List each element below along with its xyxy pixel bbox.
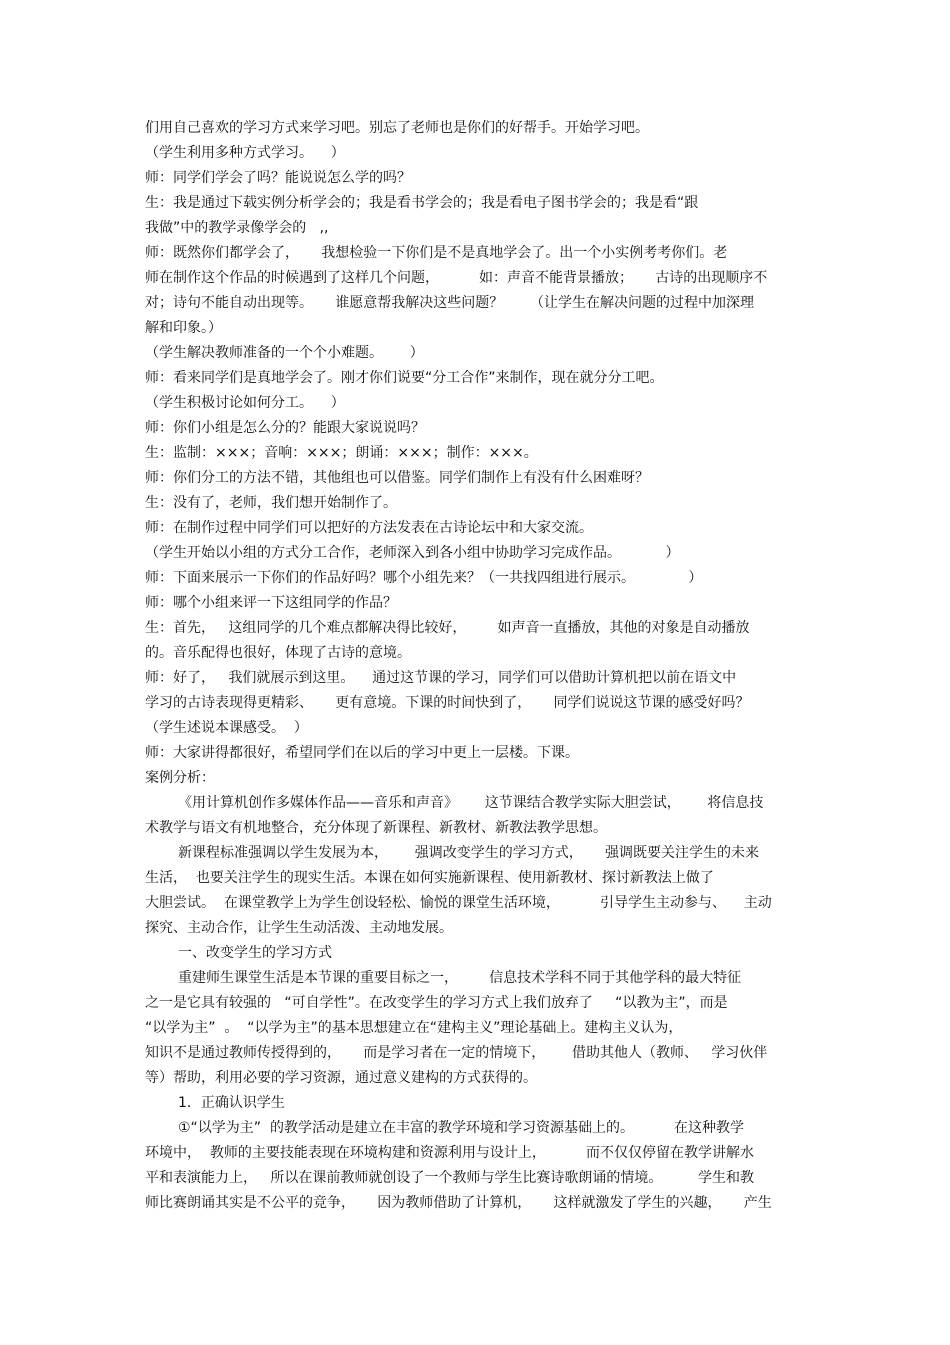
- text-line: 环境中， 教师的主要技能表现在环境构建和资源利用与设计上， 而不仅仅停留在教学讲解水: [145, 1145, 754, 1161]
- text-line: 师比赛朗诵其实是不公平的竞争， 因为教师借助了计算机， 这样就激发了学生的兴趣， 产生: [145, 1195, 772, 1211]
- text-line: 大胆尝试。 在课堂教学上为学生创设轻松、愉悦的课堂生活环境， 引导学生主动参与、 主动: [145, 895, 772, 911]
- text-line: 们用自己喜欢的学习方式来学习吧。别忘了老师也是你们的好帮手。开始学习吧。: [145, 120, 649, 136]
- text-line: 生：我是通过下载实例分析学会的；我是看书学会的；我是看电子图书学会的；我是看“跟: [145, 195, 699, 211]
- text-line: 新课程标准强调以学生发展为本， 强调改变学生的学习方式， 强调既要关注学生的未来: [178, 845, 759, 861]
- section-label: 案例分析：: [145, 770, 215, 786]
- text-line: 师：既然你们都学会了， 我想检验一下你们是不是真地学会了。出一个小实例考考你们。老: [145, 245, 728, 261]
- text-line: 师：哪个小组来评一下这组同学的作品？: [145, 595, 397, 611]
- text-line: （学生开始以小组的方式分工合作，老师深入到各小组中协助学习完成作品。 ）: [145, 545, 680, 561]
- text-line: 知识不是通过教师传授得到的， 而是学习者在一定的情境下， 借助其他人（教师、 学习伙伴: [145, 1045, 768, 1061]
- text-line: （学生述说本课感受。 ）: [145, 720, 308, 736]
- text-line: 之一是它具有较强的 “可自学性”。在改变学生的学习方式上我们放弃了 “以教为主”，而是: [145, 995, 728, 1011]
- text-line: 等）帮助，利用必要的学习资源，通过意义建构的方式获得的。: [145, 1070, 537, 1086]
- text-line: 重建师生课堂生活是本节课的重要目标之一， 信息技术学科不同于其他学科的最大特征: [178, 970, 742, 986]
- text-line: 师：在制作过程中同学们可以把好的方法发表在古诗论坛中和大家交流。: [145, 520, 593, 536]
- text-line: 解和印象。）: [145, 320, 222, 336]
- text-line: 师：你们分工的方法不错，其他组也可以借鉴。同学们制作上有没有什么困难呀？: [145, 470, 649, 486]
- text-line: （学生利用多种方式学习。 ）: [145, 145, 345, 161]
- text-line: “以学为主” 。 “以学为主”的基本思想建立在“建构主义”理论基础上。建构主义认为，: [145, 1020, 683, 1036]
- text-line: 的。音乐配得也很好，体现了古诗的意境。: [145, 645, 411, 661]
- text-line: 师：下面来展示一下你们的作品好吗？哪个小组先来？（一共找四组进行展示。 ）: [145, 570, 703, 586]
- text-line: 师：好了， 我们就展示到这里。 通过这节课的学习，同学们可以借助计算机把以前在语文中: [145, 670, 737, 686]
- text-line: （学生积极讨论如何分工。 ）: [145, 395, 345, 411]
- text-line: 对；诗句不能自动出现等。 谁愿意帮我解决这些问题？ （让学生在解决问题的过程中加深理: [145, 295, 754, 311]
- text-line: 师在制作这个作品的时候遇到了这样几个问题， 如：声音不能背景播放； 古诗的出现顺序不: [145, 270, 768, 286]
- text-line: 师：大家讲得都很好，希望同学们在以后的学习中更上一层楼。下课。: [145, 745, 579, 761]
- subsection-heading: 1．正确认识学生: [178, 1095, 285, 1111]
- text-line: 学习的古诗表现得更精彩、 更有意境。下课的时间快到了， 同学们说说这节课的感受好吗？: [145, 695, 750, 711]
- text-line: 师：同学们学会了吗？能说说怎么学的吗？: [145, 170, 411, 186]
- text-line: （学生解决教师准备的一个个小难题。 ）: [145, 345, 424, 361]
- section-heading: 一、改变学生的学习方式: [178, 945, 332, 961]
- text-line: 生：监制：×××；音响：×××；朗诵：×××；制作：×××。: [145, 445, 538, 461]
- text-line: 师：你们小组是怎么分的？能跟大家说说吗？: [145, 420, 425, 436]
- text-line: ①“以学为主” 的教学活动是建立在丰富的教学环境和学习资源基础上的。 在这种教学: [178, 1120, 745, 1136]
- text-line: 《用计算机创作多媒体作品——音乐和声音》 这节课结合教学实际大胆尝试， 将信息技: [178, 795, 764, 811]
- text-line: 师：看来同学们是真地学会了。刚才你们说要“分工合作”来制作，现在就分分工吧。: [145, 370, 664, 386]
- text-line: 平和表演能力上， 所以在课前教师就创设了一个教师与学生比赛诗歌朗诵的情境。 学生和教: [145, 1170, 754, 1186]
- text-line: 生活， 也要关注学生的现实生活。本课在如何实施新课程、使用新教材、探讨新教法上做了: [145, 870, 714, 886]
- text-line: 探究、主动合作，让学生生动活泼、主动地发展。: [145, 920, 453, 936]
- text-line: 生：没有了，老师，我们想开始制作了。: [145, 495, 397, 511]
- text-line: 我做”中的教学录像学会的 ,,: [145, 220, 329, 236]
- text-line: 生：首先， 这组同学的几个难点都解决得比较好， 如声音一直播放，其他的对象是自动播放: [145, 620, 750, 636]
- text-line: 术教学与语文有机地整合，充分体现了新课程、新教材、新教法教学思想。: [145, 820, 607, 836]
